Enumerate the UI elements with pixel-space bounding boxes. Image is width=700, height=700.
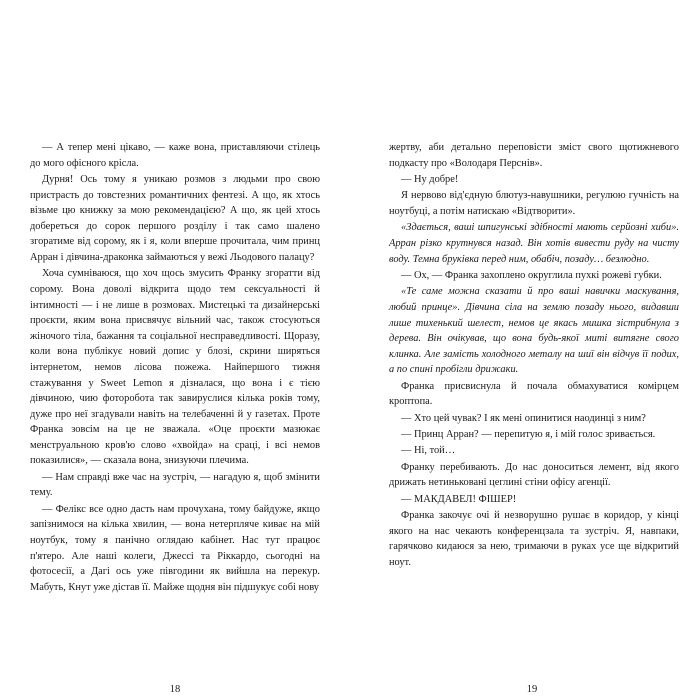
paragraph: Франка закочує очі й незворушно рушає в коридор, у кінці якого на нас чекають конференцзала та зустріч. Я, навпаки, гарячково кидаюся за нею, тримаючи в руках усе ще відкритий ноут. [389,510,679,568]
paragraph: — Хто цей чувак? І як мені опинитися наодинці з ним? [401,412,646,424]
right-page [389,140,679,571]
page-number-right: 19 [526,684,538,695]
paragraph: Франку перебивають. До нас доноситься лемент, від якого дрижать нетиньковані цеглині стіни офісу агенції. [389,461,679,489]
left-page [30,140,320,596]
paragraph: Франка присвиснула й почала обмахуватися комірцем кроптопа. [389,380,679,408]
paragraph: — Ну добре! [401,173,459,185]
paragraph: Дурня! Ось тому я уникаю розмов з людьми про свою пристрасть до товстезних романтичних фентезі. А що, як хтось візьме цю книжку за мою рекомендацією? А що, як цей хтось добереться до сорок першого розділу і так само шалено згоратиме від сорому, як і я, коли вперше прочитала, чим принц Арран і дівчина-драконка займаються у вежі Льодового палацу? [30,173,320,263]
paragraph: — МАКДАВЕЛ! ФІШЕР! [401,493,517,505]
paragraph: Хоча сумніваюся, що хоч щось змусить Франку згоратти від сорому. Вона доволі відкрита щодо тем сексуальності й інтимності — і не лише в розмовах. Мистецькі та дизайнерські проєкти, яким вона присвячує вільний час, також стосуються жіночого тіла, бажання та соціальної несправедливості. Щоразу, коли вона публікує новий допис у блозі, скрини ширяться інтернетом, немов лісова пожежа. Найпершого тижня стажування у Sweet Lemon я дізналася, що вона і є тією дівчиною, чию фоторобота так завируслися кілька років тому, дуже про неї згадували навіть на телебаченні й у газетах. Проте Франка зовсім на це не зважала. «Оце проєкти мазюкає менструальною кров'ю слово «хвойда» на сраці, і всі немов показилися», — сказала вона, знизуючи плечима. [30,268,320,467]
italic-excerpt: «Те саме можна сказати й про ваші навички маскування, любий принце». Дівчина сіла на землю позаду нього, видавши лише тихенький шелест, немов це якась мишка зістрибнула з дерева. Він очікував, що вона будь-якої миті витягне свого клинка. Але замість холодного металу на шиї він відчув її подих, а по спині пробігли дрижаки. [389,286,679,376]
paragraph: — Ох, — Франка захоплено округлила пухкі рожеві губки. [401,269,662,281]
paragraph: — Принц Арран? — перепитую я, і мій голос зривається. [401,429,656,441]
paragraph: — Нам справді вже час на зустріч, — нагадую я, щоб змінити тему. [30,471,320,499]
paragraph: — Ні, той… [401,445,456,457]
paragraph: — Фелікс все одно дасть нам прочухана, тому байдуже, якщо запізнимося на кілька хвилин, — вона нетерпляче киває на мій ноутбук, тому я панічно оглядаю кабінет. Нас тут працює п'ятеро. Але наші колеги, Джессі та Ріккардо, сьогодні на фотосесії, а Дагі ось уже півгодини як вийшла на перекур. Мабуть, Кнут уже дістав її. Майже щодня він підшукує собі нову [30,503,320,593]
paragraph: жертву, аби детально переповісти зміст свого щотижневого подкасту про «Володаря Перснів». [389,142,679,169]
paragraph: Я нервово від'єдную блютуз-навушники, регулюю гучність на ноутбуці, а потім натискаю «Відтворити». [389,190,679,217]
italic-excerpt: «Здається, ваші шпигунські здібності мають серйозні хиби». Арран різко крутнувся назад. Він хотів вивести руду на чисту воду. Темна бруківка перед ним, обабіч, позаду… безлюдно. [389,222,679,265]
paragraph: — А тепер мені цікаво, — каже вона, приставляючи стілець до мого офісного крісла. [30,142,320,169]
paragraph [389,284,679,378]
paragraph [389,220,679,267]
page-number-left: 18 [169,684,181,695]
